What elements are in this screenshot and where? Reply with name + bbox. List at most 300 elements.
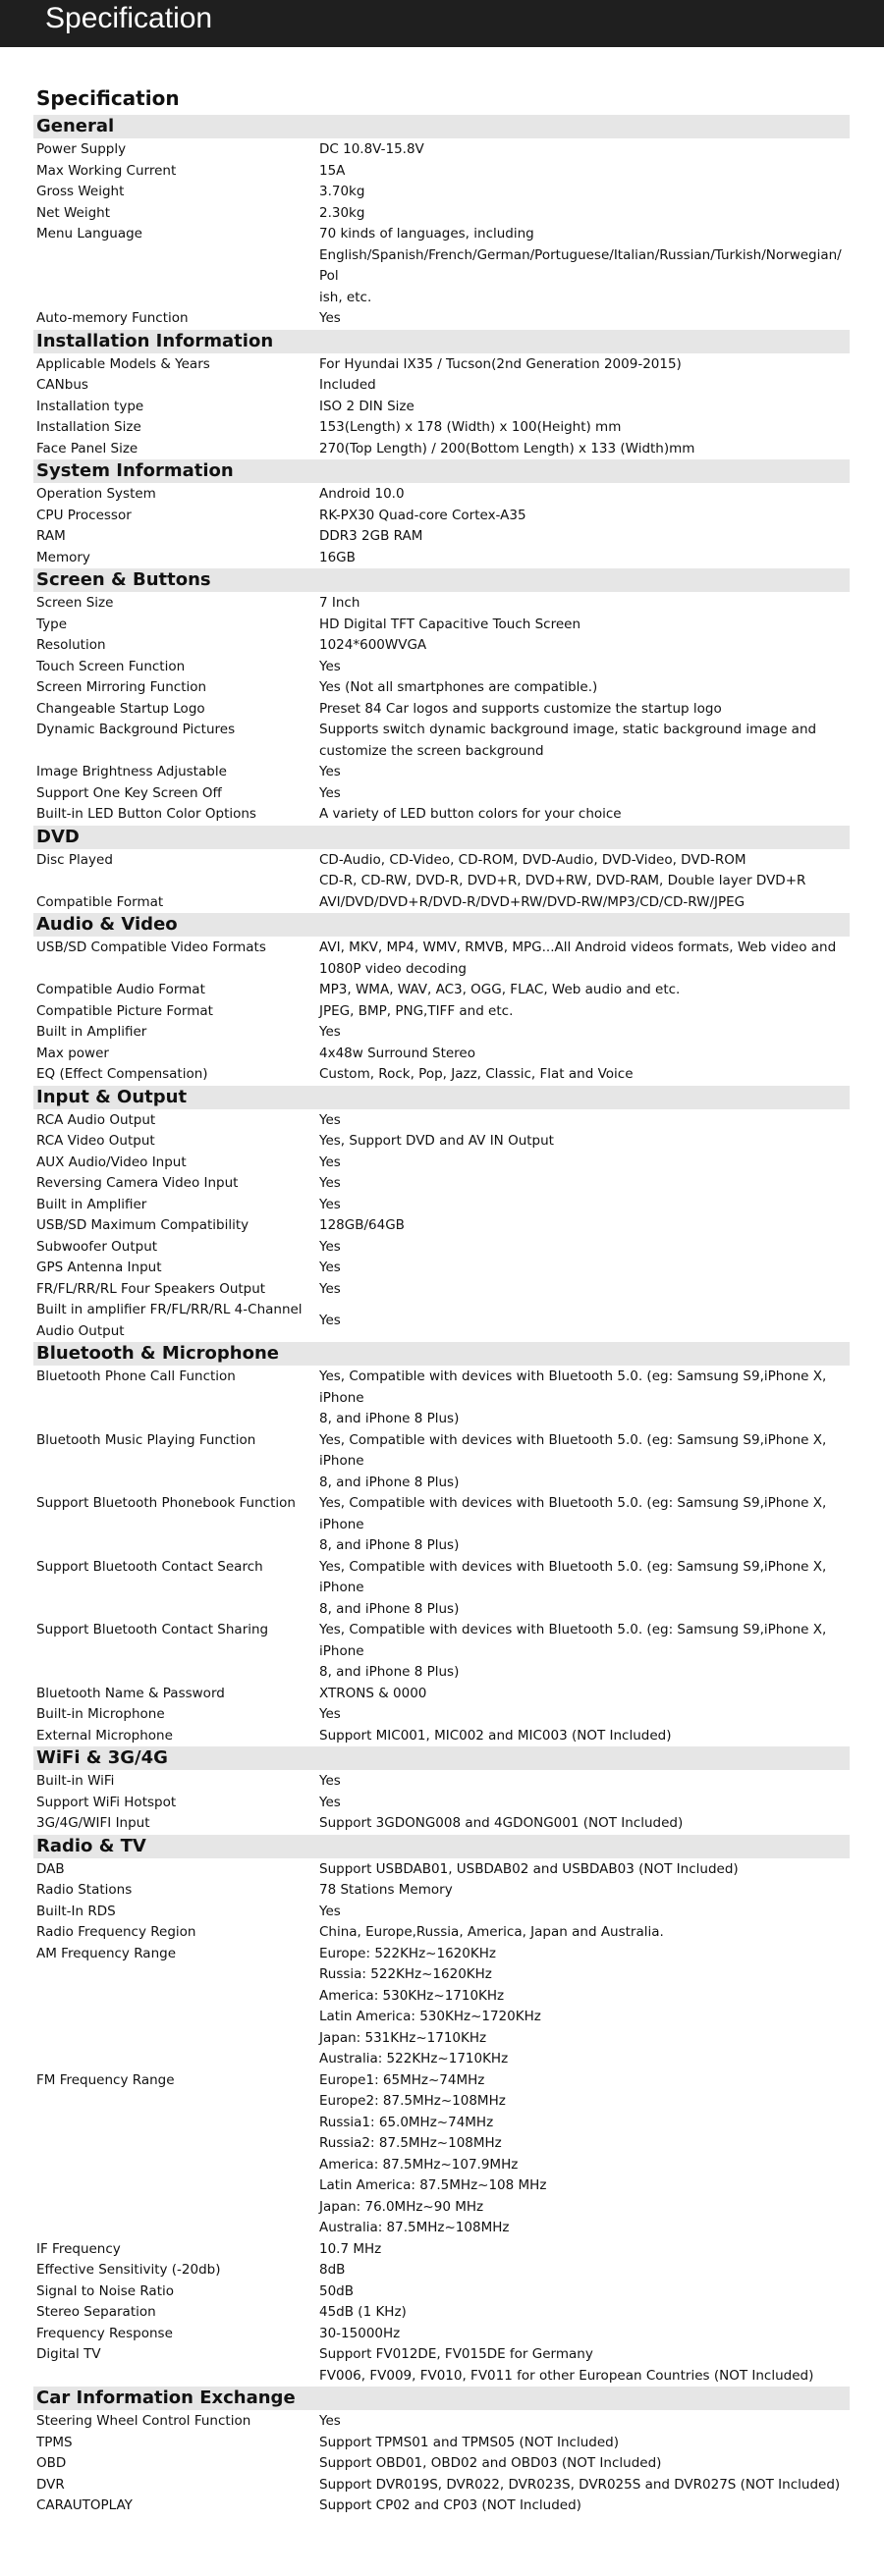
spec-value-line: Yes, Support DVD and AV IN Output (319, 1133, 554, 1149)
spec-value (319, 980, 850, 1001)
spec-value (319, 762, 850, 783)
spec-value (319, 375, 850, 397)
spec-value-line: Yes (319, 2413, 341, 2429)
spec-value (319, 2260, 850, 2281)
section-header: General (33, 115, 850, 138)
spec-value (319, 2433, 850, 2454)
spec-label: AUX Audio/Video Input (36, 1154, 187, 1170)
spec-label: External Microphone (36, 1727, 173, 1744)
section-header: Car Information Exchange (33, 2387, 850, 2410)
spec-row (33, 2496, 850, 2517)
spec-row (33, 1044, 850, 1065)
spec-row (33, 506, 850, 527)
spec-row (33, 762, 850, 783)
spec-label: GPS Antenna Input (36, 1260, 162, 1275)
spec-value-line: 4x48w Surround Stereo (319, 1045, 476, 1061)
spec-value-line: Australia: 522KHz~1710KHz (319, 2051, 509, 2066)
spec-value-line: 8, and iPhone 8 Plus) (319, 1411, 460, 1426)
spec-value-line: Yes (319, 310, 341, 326)
spec-value (319, 2302, 850, 2324)
spec-value-line: America: 530KHz~1710KHz (319, 1987, 505, 2004)
spec-row (33, 938, 850, 980)
spec-row (33, 2433, 850, 2454)
spec-value-line: Yes (319, 1773, 341, 1789)
spec-value-line: America: 87.5MHz~107.9MHz (319, 2156, 519, 2173)
spec-label: IF Frequency (36, 2240, 121, 2257)
spec-label: RCA Video Output (36, 1133, 155, 1149)
spec-value (319, 1620, 850, 1684)
section-header: Radio & TV (33, 1835, 850, 1858)
spec-label: Built in Amplifier (36, 1024, 147, 1040)
spec-label: Gross Weight (36, 184, 125, 199)
spec-row (33, 1064, 850, 1086)
spec-value-line: Yes (Not all smartphones are compatible.) (319, 679, 598, 695)
spec-value-line: 8, and iPhone 8 Plus) (319, 1600, 460, 1617)
spec-value-line: Latin America: 530KHz~1720KHz (319, 2009, 541, 2024)
spec-label: EQ (Effect Compensation) (36, 1066, 208, 1082)
spec-label: Screen Size (36, 595, 114, 611)
spec-label: DVR (36, 2476, 65, 2493)
spec-value-line: Yes (319, 1111, 341, 1128)
spec-value (319, 2324, 850, 2345)
spec-label: USB/SD Compatible Video Formats (36, 939, 266, 955)
spec-row (33, 161, 850, 183)
spec-label: Image Brightness Adjustable (36, 764, 227, 779)
spec-row (33, 548, 850, 569)
spec-value (319, 720, 850, 762)
spec-value-line: 70 kinds of languages, including (319, 226, 534, 242)
spec-row (33, 484, 850, 506)
spec-value (319, 1771, 850, 1793)
spec-value (319, 1813, 850, 1835)
spec-value-line: Yes (319, 1154, 341, 1170)
spec-label: RCA Audio Output (36, 1111, 156, 1128)
spec-value (319, 1902, 850, 1923)
spec-row (33, 1173, 850, 1195)
spec-row (33, 308, 850, 330)
spec-row (33, 1300, 850, 1342)
spec-row (33, 1922, 850, 1944)
spec-label: Compatible Format (36, 893, 164, 910)
spec-value-line: 1080P video decoding (319, 960, 467, 977)
spec-value-line: Custom, Rock, Pop, Jazz, Classic, Flat and Voice (319, 1066, 634, 1082)
spec-row (33, 1110, 850, 1132)
spec-row (33, 1557, 850, 1621)
spec-value (319, 354, 850, 376)
spec-value (319, 397, 850, 418)
spec-value (319, 2281, 850, 2303)
spec-value (319, 1944, 850, 2070)
spec-value-line: 8dB (319, 2262, 346, 2278)
spec-value (319, 1258, 850, 1279)
spec-label: Operation System (36, 486, 156, 502)
spec-value-line: 8, and iPhone 8 Plus) (319, 1664, 460, 1680)
spec-row (33, 615, 850, 636)
spec-label: Net Weight (36, 204, 111, 221)
spec-value (319, 2070, 850, 2239)
spec-label: Power Supply (36, 141, 127, 157)
spec-row (33, 2475, 850, 2496)
spec-value (319, 938, 850, 980)
spec-label: Stereo Separation (36, 2304, 156, 2320)
spec-value-line: DC 10.8V-15.8V (319, 141, 424, 157)
spec-row (33, 1237, 850, 1259)
spec-label: 3G/4G/WIFI Input (36, 1815, 150, 1831)
spec-value-line: Yes (319, 1280, 341, 1297)
spec-row (33, 850, 850, 892)
spec-value-line: Yes (319, 1794, 341, 1810)
spec-row (33, 593, 850, 615)
spec-row (33, 375, 850, 397)
spec-label: Type (36, 616, 68, 632)
spec-label: Changeable Startup Logo (36, 700, 205, 717)
spec-value-line: HD Digital TFT Capacitive Touch Screen (319, 616, 581, 632)
spec-value-line: AVI, MKV, MP4, WMV, RMVB, MPG...All Android videos formats, Web video and (319, 939, 837, 955)
spec-label: Digital TV (36, 2346, 101, 2362)
spec-value-line: customize the screen background (319, 742, 544, 759)
spec-row (33, 1279, 850, 1301)
spec-label: Support Bluetooth Contact Search (36, 1558, 263, 1575)
banner-title: Specification (45, 2, 213, 34)
spec-value-line: Yes (319, 1312, 341, 1328)
spec-value (319, 1195, 850, 1216)
spec-value-line: Yes (319, 1260, 341, 1275)
section-header: DVD (33, 826, 850, 849)
spec-value (319, 677, 850, 699)
spec-row (33, 397, 850, 418)
spec-label: Built in amplifier FR/FL/RR/RL 4-Channel Audio Output (36, 1302, 303, 1339)
spec-value-line: 8, and iPhone 8 Plus) (319, 1474, 460, 1490)
spec-label: Screen Mirroring Function (36, 679, 207, 695)
spec-label: CARAUTOPLAY (36, 2497, 133, 2513)
section-header: Audio & Video (33, 913, 850, 937)
spec-value (319, 1022, 850, 1044)
spec-label: Support Bluetooth Phonebook Function (36, 1495, 296, 1511)
spec-label: Bluetooth Music Playing Function (36, 1431, 256, 1448)
spec-value-line: 10.7 MHz (319, 2240, 382, 2257)
spec-row (33, 1258, 850, 1279)
spec-value-line: AVI/DVD/DVD+R/DVD-R/DVD+RW/DVD-RW/MP3/CD/CD-RW/JPEG (319, 893, 746, 910)
spec-row (33, 2239, 850, 2261)
spec-value-line: Support OBD01, OBD02 and OBD03 (NOT Included) (319, 2455, 662, 2471)
spec-value-line: Support USBDAB01, USBDAB02 and USBDAB03 (NOT Included) (319, 1860, 739, 1877)
spec-value-line: Europe1: 65MHz~74MHz (319, 2071, 485, 2088)
spec-label: Compatible Audio Format (36, 982, 205, 997)
spec-row (33, 1215, 850, 1237)
spec-value (319, 892, 850, 914)
spec-value (319, 657, 850, 678)
spec-row (33, 1726, 850, 1747)
spec-value-line: Support CP02 and CP03 (NOT Included) (319, 2497, 581, 2513)
spec-value (319, 1793, 850, 1814)
spec-row (33, 1813, 850, 1835)
spec-label: Built in Amplifier (36, 1196, 147, 1212)
spec-value-line: Russia1: 65.0MHz~74MHz (319, 2114, 494, 2130)
spec-value (319, 699, 850, 721)
spec-value (319, 2475, 850, 2496)
spec-value-line: Support 3GDONG008 and 4GDONG001 (NOT Included) (319, 1815, 684, 1831)
spec-row (33, 1131, 850, 1153)
spec-row (33, 1153, 850, 1174)
spec-value-line: 270(Top Length) / 200(Bottom Length) x 133 (Width)mm (319, 440, 695, 456)
spec-row (33, 2070, 850, 2239)
spec-row (33, 139, 850, 161)
spec-value-line: 50dB (319, 2282, 355, 2299)
spec-value-line: Japan: 76.0MHz~90 MHz (319, 2198, 484, 2215)
spec-row (33, 182, 850, 203)
spec-label: Max power (36, 1045, 109, 1061)
spec-value (319, 417, 850, 439)
spec-label: Disc Played (36, 851, 113, 868)
spec-label: RAM (36, 528, 66, 544)
spec-row (33, 1944, 850, 2070)
spec-value-line: Europe: 522KHz~1620KHz (319, 1945, 496, 1961)
spec-row (33, 720, 850, 762)
spec-row (33, 1704, 850, 1726)
spec-row (33, 635, 850, 657)
spec-value-line: Europe2: 87.5MHz~108MHz (319, 2093, 506, 2109)
spec-row (33, 354, 850, 376)
spec-value-line: JPEG, BMP, PNG,TIFF and etc. (319, 1002, 514, 1019)
section-header: Screen & Buttons (33, 568, 850, 592)
spec-label: Built-in LED Button Color Options (36, 806, 256, 822)
spec-value (319, 439, 850, 460)
spec-row (33, 2281, 850, 2303)
spec-value (319, 224, 850, 308)
spec-label: Built-in WiFi (36, 1773, 115, 1789)
spec-value (319, 548, 850, 569)
spec-value-line: Russia2: 87.5MHz~108MHz (319, 2135, 502, 2151)
spec-value-line: Supports switch dynamic background image, static background image and (319, 722, 817, 737)
spec-row (33, 1771, 850, 1793)
spec-value (319, 1880, 850, 1902)
spec-label: TPMS (36, 2434, 73, 2450)
spec-label: Steering Wheel Control Function (36, 2413, 251, 2429)
spec-value-line: Yes (319, 658, 341, 674)
spec-row (33, 1880, 850, 1902)
spec-value-line: English/Spanish/French/German/Portuguese/Italian/Russian/Turkish/Norwegian/Pol (319, 246, 842, 284)
spec-label: Effective Sensitivity (-20db) (36, 2262, 221, 2278)
spec-row (33, 677, 850, 699)
spec-value-line: 3.70kg (319, 184, 365, 199)
spec-value (319, 804, 850, 826)
spec-label: Compatible Picture Format (36, 1002, 213, 1019)
spec-value-line: Support FV012DE, FV015DE for Germany (319, 2346, 593, 2362)
spec-row (33, 2302, 850, 2324)
spec-value-line: 15A (319, 162, 346, 179)
spec-value (319, 161, 850, 183)
spec-value-line: 30-15000Hz (319, 2325, 401, 2341)
spec-value (319, 2453, 850, 2475)
spec-row (33, 203, 850, 225)
spec-value-line: FV006, FV009, FV010, FV011 for other European Countries (NOT Included) (319, 2367, 814, 2384)
section-header: Input & Output (33, 1086, 850, 1109)
spec-row (33, 783, 850, 805)
spec-value-line: China, Europe,Russia, America, Japan and Australia. (319, 1924, 664, 1940)
spec-row (33, 1793, 850, 1814)
spec-label: AM Frequency Range (36, 1945, 176, 1961)
spec-table (33, 115, 850, 2517)
spec-value-line: Support MIC001, MIC002 and MIC003 (NOT Included) (319, 1727, 672, 1744)
spec-value (319, 484, 850, 506)
spec-value-line: Yes (319, 1024, 341, 1040)
spec-value (319, 1064, 850, 1086)
spec-label: Built-In RDS (36, 1903, 116, 1919)
spec-value-line: RK-PX30 Quad-core Cortex-A35 (319, 507, 526, 523)
spec-label: Max Working Current (36, 162, 177, 179)
spec-row (33, 2260, 850, 2281)
spec-value-line: ish, etc. (319, 289, 372, 305)
spec-value (319, 1922, 850, 1944)
spec-value (319, 850, 850, 892)
spec-value (319, 593, 850, 615)
spec-label: Support WiFi Hotspot (36, 1794, 177, 1810)
spec-row (33, 892, 850, 914)
spec-value-line: XTRONS & 0000 (319, 1685, 427, 1701)
spec-row (33, 417, 850, 439)
spec-row (33, 1620, 850, 1684)
spec-label: OBD (36, 2455, 67, 2471)
spec-label: Radio Stations (36, 1882, 133, 1898)
spec-value (319, 1493, 850, 1557)
section-header: Bluetooth & Microphone (33, 1342, 850, 1366)
section-header: System Information (33, 459, 850, 483)
spec-value-line: 1024*600WVGA (319, 637, 427, 653)
spec-value (319, 1237, 850, 1259)
spec-value-line: 2.30kg (319, 204, 365, 221)
spec-value (319, 139, 850, 161)
spec-label: FM Frequency Range (36, 2071, 175, 2088)
spec-label: Signal to Noise Ratio (36, 2282, 175, 2299)
spec-label: Auto-memory Function (36, 310, 189, 326)
spec-value (319, 1557, 850, 1621)
spec-value (319, 203, 850, 225)
spec-label: Resolution (36, 637, 106, 653)
spec-value (319, 1311, 850, 1332)
spec-label: Face Panel Size (36, 440, 138, 456)
spec-value (319, 2496, 850, 2517)
spec-value (319, 2239, 850, 2261)
spec-label: Bluetooth Name & Password (36, 1685, 225, 1701)
spec-row (33, 657, 850, 678)
spec-value (319, 1131, 850, 1153)
spec-value-line: Japan: 531KHz~1710KHz (319, 2029, 487, 2046)
spec-label: USB/SD Maximum Compatibility (36, 1217, 249, 1233)
spec-label: Frequency Response (36, 2325, 173, 2341)
spec-value-line: Australia: 87.5MHz~108MHz (319, 2220, 510, 2235)
spec-label: Bluetooth Phone Call Function (36, 1368, 236, 1384)
spec-value-line: 7 Inch (319, 595, 360, 611)
spec-value-line: 78 Stations Memory (319, 1882, 453, 1898)
spec-label: FR/FL/RR/RL Four Speakers Output (36, 1280, 266, 1297)
spec-row (33, 1684, 850, 1705)
spec-value-line: Yes, Compatible with devices with Bluetooth 5.0. (eg: Samsung S9,iPhone X, iPhone (319, 1431, 827, 1469)
spec-label: CANbus (36, 377, 88, 393)
spec-label: Touch Screen Function (36, 658, 186, 674)
spec-value (319, 1001, 850, 1023)
spec-value-line: Yes, Compatible with devices with Bluetooth 5.0. (eg: Samsung S9,iPhone X, iPhone (319, 1558, 827, 1595)
spec-label: Dynamic Background Pictures (36, 722, 236, 737)
spec-value (319, 2411, 850, 2433)
spec-value-line: Yes, Compatible with devices with Bluetooth 5.0. (eg: Samsung S9,iPhone X, iPhone (319, 1495, 827, 1532)
spec-value (319, 783, 850, 805)
spec-value-line: 128GB/64GB (319, 1217, 405, 1233)
spec-value-line: Latin America: 87.5MHz~108 MHz (319, 2177, 547, 2193)
spec-label: CPU Processor (36, 507, 132, 523)
spec-value-line: Support DVR019S, DVR022, DVR023S, DVR025S and DVR027S (NOT Included) (319, 2476, 841, 2493)
spec-row (33, 439, 850, 460)
spec-row (33, 1022, 850, 1044)
spec-value-line: MP3, WMA, WAV, AC3, OGG, FLAC, Web audio and etc. (319, 982, 681, 997)
spec-value (319, 308, 850, 330)
spec-value-line: Support TPMS01 and TPMS05 (NOT Included) (319, 2434, 620, 2450)
spec-value (319, 615, 850, 636)
spec-label: Installation type (36, 398, 144, 414)
spec-row (33, 526, 850, 548)
spec-value (319, 1859, 850, 1881)
spec-value-line: Yes (319, 1238, 341, 1255)
spec-value (319, 2344, 850, 2387)
spec-value-line: Yes, Compatible with devices with Bluetooth 5.0. (eg: Samsung S9,iPhone X, iPhone (319, 1622, 827, 1659)
spec-row (33, 1195, 850, 1216)
spec-label: Subwoofer Output (36, 1238, 158, 1255)
spec-value-line: CD-Audio, CD-Video, CD-ROM, DVD-Audio, DVD-Video, DVD-ROM (319, 851, 746, 868)
spec-value-line: 45dB (1 KHz) (319, 2304, 407, 2320)
spec-label: Menu Language (36, 226, 142, 242)
spec-value-line: Android 10.0 (319, 486, 405, 502)
spec-value (319, 1279, 850, 1301)
spec-value-line: Yes (319, 1706, 341, 1722)
spec-value (319, 1430, 850, 1494)
spec-value (319, 1726, 850, 1747)
section-header: Installation Information (33, 330, 850, 353)
spec-row (33, 1859, 850, 1881)
spec-value-line: Yes (319, 784, 341, 801)
spec-row (33, 1367, 850, 1430)
spec-value-line: Yes, Compatible with devices with Bluetooth 5.0. (eg: Samsung S9,iPhone X, iPhone (319, 1368, 827, 1406)
section-header: WiFi & 3G/4G (33, 1746, 850, 1770)
spec-value-line: Yes (319, 764, 341, 779)
spec-row (33, 1902, 850, 1923)
spec-label: Reversing Camera Video Input (36, 1175, 239, 1191)
spec-value-line: CD-R, CD-RW, DVD-R, DVD+R, DVD+RW, DVD-RAM, Double layer DVD+R (319, 873, 806, 888)
spec-label: Support One Key Screen Off (36, 784, 222, 801)
spec-value-line: Yes (319, 1175, 341, 1191)
spec-value (319, 635, 850, 657)
spec-value-line: Yes (319, 1196, 341, 1212)
spec-value (319, 526, 850, 548)
spec-value (319, 1215, 850, 1237)
spec-row (33, 2411, 850, 2433)
spec-row (33, 224, 850, 308)
spec-value-line: 153(Length) x 178 (Width) x 100(Height) mm (319, 419, 622, 435)
spec-row (33, 1001, 850, 1023)
spec-label: DAB (36, 1860, 65, 1877)
spec-value (319, 1110, 850, 1132)
spec-value-line: A variety of LED button colors for your choice (319, 806, 622, 822)
spec-value-line: Included (319, 377, 376, 393)
spec-row (33, 1493, 850, 1557)
spec-label: Memory (36, 549, 90, 565)
spec-value (319, 182, 850, 203)
spec-row (33, 1430, 850, 1494)
spec-row (33, 2453, 850, 2475)
spec-value-line: 16GB (319, 549, 356, 565)
spec-label: Built-in Microphone (36, 1706, 165, 1722)
spec-value-line: Yes (319, 1903, 341, 1919)
spec-row (33, 699, 850, 721)
spec-value-line: Russia: 522KHz~1620KHz (319, 1966, 492, 1982)
